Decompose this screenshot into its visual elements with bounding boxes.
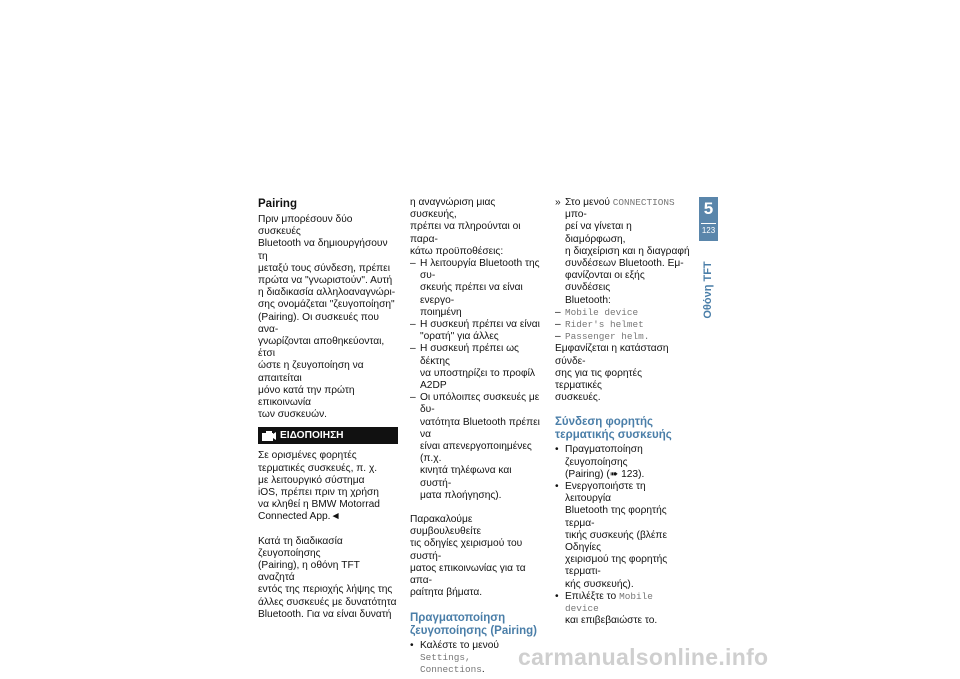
text-line: να υποστηρίζει το προφίλ A2DP (420, 367, 535, 392)
dash-marker: – (555, 331, 561, 343)
column-1 (258, 197, 398, 621)
text-line: σης για τις φορητές τερματικές (555, 367, 643, 392)
requirement-item (410, 258, 544, 319)
connection-item (555, 307, 691, 319)
bullet-marker: • (410, 639, 414, 651)
text-line: σης ονομάζεται "ζευγοποίηση" (258, 299, 395, 311)
menu-code: CONNECTIONS (612, 197, 675, 208)
menu-code: Mobile device (565, 590, 653, 615)
menu-code: Connections (420, 663, 482, 675)
text-line: τερματικές συσκευές, π. χ. (258, 462, 378, 474)
text-line: Πραγματοποίηση ζευγοποίησης (565, 444, 643, 468)
text-line: ποιημένη (420, 306, 462, 318)
text-line: (Pairing) (➠ 123). (565, 468, 645, 480)
text-line: είναι απενεργοποιημένες (π.χ. (420, 441, 532, 465)
heading-line: Σύνδεση φορητής (555, 416, 654, 429)
text-line: σκευής πρέπει να είναι ενεργο- (420, 282, 523, 306)
consult-instructions (410, 514, 544, 599)
text-line: τικής συσκευής (βλέπε Οδηγίες (565, 529, 668, 554)
heading-perform-pairing (410, 612, 544, 638)
text-line: των συσκευών. (258, 409, 327, 421)
dash-marker: – (410, 319, 416, 331)
text-line: Κατά τη διαδικασία ζευγοποίησης (258, 535, 343, 559)
text-line: η αναγνώριση μιας συσκευής, (410, 197, 496, 221)
requirement-item (410, 319, 544, 343)
heading-line: τερματικής συσκευής (555, 429, 672, 442)
text-line: πρέπει να πληρούνται οι παρα- (410, 221, 521, 245)
dash-marker: – (410, 392, 416, 404)
text-line: νατότητα Bluetooth πρέπει να (420, 416, 540, 440)
column-2 (410, 197, 544, 676)
notice-label: ΕΙΔΟΠΟΙΗΣΗ (280, 429, 344, 441)
text-line: Η λειτουργία Bluetooth της συ- (420, 258, 540, 282)
text-line: Bluetooth να δημιουργήσουν τη (258, 238, 388, 262)
text-line: χειρισμού της φορητής τερματι- (565, 554, 668, 578)
text-line: κινητά τηλέφωνα και συστή- (420, 465, 512, 489)
text-line: (Pairing), η οθόνη TFT αναζητά (258, 560, 360, 584)
text-line: Πριν μπορέσουν δύο συσκευές (258, 214, 353, 238)
chapter-side-title: Οθόνη TFT (702, 261, 714, 319)
result-step (555, 197, 691, 307)
connection-code: Passenger helm. (565, 331, 650, 343)
text-span: Επιλέξτε το (565, 590, 620, 602)
text-line: Εμφανίζεται η κατάσταση σύνδε- (555, 343, 669, 367)
page-number: 123 (701, 226, 716, 235)
text-line: η διαχείριση και η διαγραφή (565, 245, 690, 257)
text-line: Bluetooth της φορητής τερμα- (565, 505, 667, 529)
text-line: Connected App.◄ (258, 511, 341, 523)
bullet-item (555, 444, 691, 481)
bullet-item (555, 591, 691, 628)
text-line: ματα πλοήγησης). (420, 489, 502, 501)
pairing-intro (258, 214, 398, 421)
text-line: και επιβεβαιώστε το. (565, 615, 658, 627)
heading-connect-device (555, 416, 691, 442)
text-line: (Pairing). Οι συσκευές που ανα- (258, 311, 379, 335)
connection-item (555, 319, 691, 331)
connection-item (555, 331, 691, 343)
text-line: ματος επικοινωνίας για τα απα- (410, 562, 526, 587)
bullet-marker: • (555, 590, 559, 602)
heading-line: ζευγοποίησης (Pairing) (410, 624, 537, 637)
pairing-para-2 (258, 536, 398, 621)
chapter-tab (699, 197, 718, 241)
text-line: πρώτα να "γνωριστούν". Αυτή (258, 275, 393, 287)
text-line: ώστε η ζευγοποίηση να απαιτείται (258, 360, 364, 384)
text-line: ρεί να γίνεται η διαμόρφωση, (565, 221, 632, 245)
dash-marker: – (555, 306, 561, 318)
requirements-intro (410, 197, 544, 258)
text-line: να κληθεί η BMW Motorrad (258, 499, 380, 511)
notice-text (258, 450, 398, 523)
text-line: συνδέσεων Bluetooth. Εμ- (565, 258, 684, 270)
text-span: μπο- (565, 209, 587, 221)
text-line: κής συσκευής). (565, 578, 634, 590)
text-line: Η συσκευή πρέπει ως δέκτης (420, 343, 519, 367)
bullet-marker: • (555, 444, 559, 456)
menu-code: Settings, (420, 651, 471, 663)
text-line: κάτω προϋποθέσεις: (410, 245, 504, 257)
text-line: Bluetooth: (565, 294, 611, 306)
text-line: με λειτουργικό σύστημα (258, 474, 365, 486)
notice-banner (258, 427, 398, 444)
requirement-item (410, 392, 544, 502)
text-line: Σε ορισμένες φορητές (258, 450, 357, 462)
text-line: μεταξύ τους σύνδεση, πρέπει (258, 262, 390, 274)
text-line: Ενεργοποιήστε τη λειτουργία (565, 481, 646, 505)
text-line: ραίτητα βήματα. (410, 587, 483, 599)
tab-divider (701, 223, 716, 224)
text-line: iOS, πρέπει πριν τη χρήση (258, 487, 379, 499)
text-span: Καλέστε το μενού (420, 639, 499, 651)
text-line: μόνο κατά την πρώτη επικοινωνία (258, 384, 355, 409)
text-line: συσκευές. (555, 392, 601, 404)
dash-marker: – (555, 319, 561, 331)
watermark: carmanualsonline.info (518, 644, 769, 670)
column-3 (555, 197, 691, 628)
heading-line: Πραγματοποίηση (410, 611, 506, 624)
text-line: άλλες συσκευές με δυνατότητα (258, 596, 397, 608)
text-line: Bluetooth. Για να είναι δυνατή (258, 608, 392, 620)
text-line: "ορατή" για άλλες (420, 331, 499, 343)
text-line: Οι υπόλοιπες συσκευές με δυ- (420, 392, 540, 416)
dash-marker: – (410, 258, 416, 270)
requirement-item (410, 343, 544, 392)
text-line: τις οδηγίες χειρισμού του συστή- (410, 538, 523, 562)
bullet-item (555, 481, 691, 591)
text-line: εντός της περιοχής λήψης της (258, 584, 393, 596)
dash-marker: – (410, 343, 416, 355)
section-title-pairing: Pairing (258, 198, 297, 210)
connection-code: Mobile device (565, 306, 639, 318)
text-line: γνωρίζονται αποθηκεύονται, έτσι (258, 336, 385, 360)
text-line: η διαδικασία αλληλοαναγνώρι- (258, 287, 396, 299)
result-marker: » (555, 197, 561, 208)
chapter-number: 5 (703, 199, 714, 218)
status-info (555, 343, 691, 404)
notice-icon (258, 427, 280, 444)
text-line: φανίζονται οι εξής συνδέσεις (565, 270, 645, 294)
text-line: Παρακαλούμε συμβουλευθείτε (410, 514, 482, 538)
text-span: Στο μενού (565, 197, 613, 208)
text-line: Η συσκευή πρέπει να είναι (420, 319, 540, 331)
text-span: . (481, 663, 485, 675)
connection-code: Rider's helmet (565, 319, 644, 331)
bullet-marker: • (555, 481, 559, 493)
